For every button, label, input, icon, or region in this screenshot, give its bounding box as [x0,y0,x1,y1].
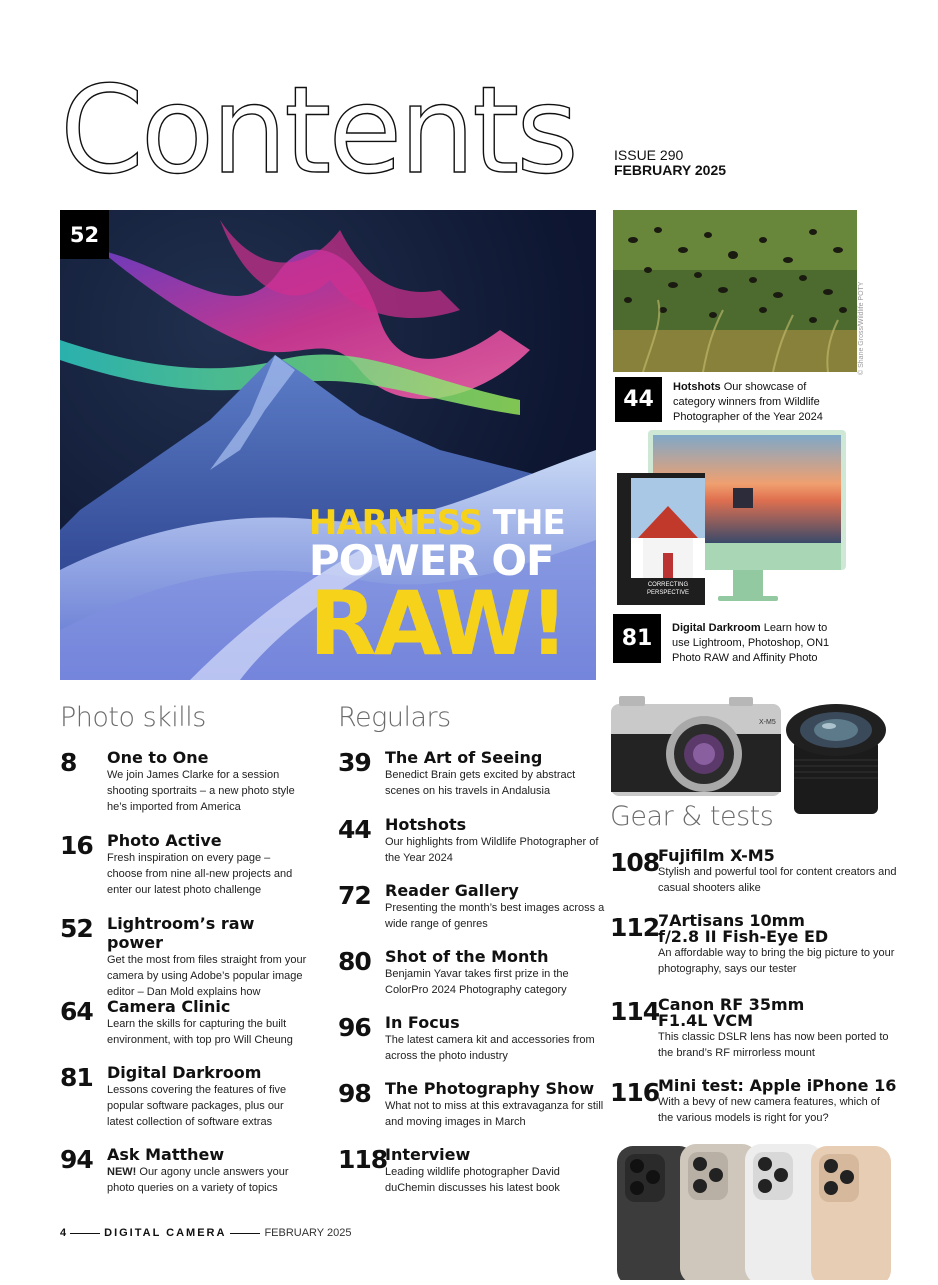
tadpoles-illustration [613,210,857,372]
phones-illustration [615,1138,895,1280]
entry-title: 7Artisans 10mm [658,911,805,930]
entry-title: Camera Clinic [107,997,231,1016]
entry-desc [107,1164,307,1196]
box-label-1: CORRECTING [647,582,689,588]
entry-title: The Art of Seeing [385,748,543,767]
new-badge: NEW! [107,1166,137,1178]
hotshots-tadpoles-image[interactable] [613,210,857,372]
hotshots-page-badge: 44 [615,377,662,422]
hotshots-caption-title: Hotshots [673,381,721,393]
footer-date: FEBRUARY 2025 [264,1227,352,1239]
entry-page: 81 [60,1063,93,1092]
entry-desc: This classic DSLR lens has now been ported to the brand’s RF mirrorless mount [658,1031,889,1059]
footer-divider [70,1233,100,1234]
entry-desc: We join James Clarke for a session shooting sportraits – a new photo style he’s imported from America [107,769,295,813]
entry-desc: Fresh inspiration on every page – choose from nine all-new projects and enter our latest photo challenge [107,852,293,896]
entry-title: Reader Gallery [385,881,519,900]
entry-title: In Focus [385,1013,460,1032]
entry-title: Ask Matthew [107,1145,225,1164]
entry-desc: What not to miss at this extravaganza for still and moving images in March [385,1100,604,1128]
entry-desc: Get the most from files straight from your camera by using Adobe’s popular image editor – Dan Mold explains how [107,954,307,998]
entry-title: Hotshots [385,815,467,834]
footer-magazine-name: DIGITAL CAMERA [104,1227,227,1239]
entry-page: 52 [60,914,93,943]
entry-title: Lightroom’s raw power [107,914,255,952]
entry-title-line-2: f/2.8 II Fish-Eye ED [658,927,829,946]
darkroom-caption-title: Digital Darkroom [672,622,761,634]
footer-page-number: 4 [60,1227,67,1239]
section-heading-gear-tests: Gear & tests [610,801,774,832]
entry-page: 16 [60,831,93,860]
fisheye-lens-image[interactable] [784,700,888,818]
hero-headline [308,503,566,675]
entry-title: Fujifilm X-M5 [658,846,775,865]
entry-page: 118 [338,1145,388,1174]
page-title: Contents [60,62,576,201]
footer-divider [230,1233,260,1234]
iphones-image[interactable] [615,1138,895,1280]
entry-title: Mini test: Apple iPhone 16 [658,1076,897,1095]
entry-title: Shot of the Month [385,947,549,966]
entry-desc: An affordable way to bring the big picture to your photography, says our tester [658,947,895,975]
hero-page-badge: 52 [60,210,109,259]
entry-desc-text: Our agony uncle answers your photo queries on a variety of topics [107,1166,289,1194]
darkroom-caption [672,621,842,666]
entry-desc: Presenting the month’s best images across a wide range of genres [385,902,605,930]
entry-desc: Our highlights from Wildlife Photographer of the Year 2024 [385,836,599,864]
box-label-2: PERSPECTIVE [646,590,690,596]
darkroom-page-badge: 81 [613,614,661,663]
entry-page: 39 [338,748,371,777]
entry-page: 94 [60,1145,93,1174]
entry-desc: Stylish and powerful tool for content creators and casual shooters alike [658,866,897,894]
issue-info [614,148,726,178]
entry-page: 80 [338,947,371,976]
hero-image[interactable] [60,210,596,680]
entry-page: 44 [338,815,371,844]
entry-desc: Benedict Brain gets excited by abstract scenes on his travels in Andalusia [385,769,576,797]
monitor-and-box-illustration [613,428,853,611]
entry-page: 72 [338,881,371,910]
entry-page: 112 [610,913,660,942]
entry-desc: Lessons covering the features of five popular software packages, plus our latest collection of software extras [107,1084,287,1128]
entry-desc: Benjamin Yavar takes first prize in the ColorPro 2024 Photography category [385,968,569,996]
entry-title: Interview [385,1145,471,1164]
entry-page: 108 [610,848,660,877]
entry-title: One to One [107,748,209,767]
section-heading-regulars: Regulars [338,702,451,733]
entry-page: 114 [610,997,660,1026]
headline-harness: HARNESS [308,503,482,543]
entry-title-line-2: F1.4L VCM [658,1011,754,1030]
entry-page: 96 [338,1013,371,1042]
entry-page: 64 [60,997,93,1026]
camera-model-label: X-M5 [759,719,776,726]
hotshots-caption [673,380,843,425]
entry-page: 8 [60,748,77,777]
entry-title: The Photography Show [385,1079,595,1098]
darkroom-monitor-image[interactable] [613,428,853,611]
headline-raw: RAW! [308,572,566,675]
hotshots-caption-text: Our showcase of category winners from Wildlife Photographer of the Year 2024 [673,381,823,423]
fujifilm-camera-image[interactable] [609,694,784,799]
darkroom-caption-text: Learn how to use Lightroom, Photoshop, ON1 Photo RAW and Affinity Photo [672,622,830,664]
photo-credit: © Shane Gross/Wildlife POTY [858,281,865,375]
entry-desc: Leading wildlife photographer David duChemin discusses his latest book [385,1166,560,1194]
headline-power-of: POWER OF [308,536,554,585]
entry-desc: The latest camera kit and accessories from across the photo industry [385,1034,595,1062]
entry-title: Digital Darkroom [107,1063,262,1082]
entry-page: 98 [338,1079,371,1108]
entry-desc: Learn the skills for capturing the built environment, with top pro Will Cheung [107,1018,293,1046]
entry-title: Canon RF 35mm [658,995,805,1014]
entry-page: 116 [610,1078,660,1107]
entry-desc: With a bevy of new camera features, which of the various models is right for you? [658,1096,880,1124]
page-footer [60,1227,351,1239]
camera-illustration [609,694,784,799]
lens-illustration [784,700,888,818]
headline-the: THE [481,503,565,543]
issue-number: ISSUE 290 [614,147,684,163]
entry-title: Photo Active [107,831,222,850]
section-heading-photo-skills: Photo skills [60,702,206,733]
issue-date: FEBRUARY 2025 [614,162,727,178]
